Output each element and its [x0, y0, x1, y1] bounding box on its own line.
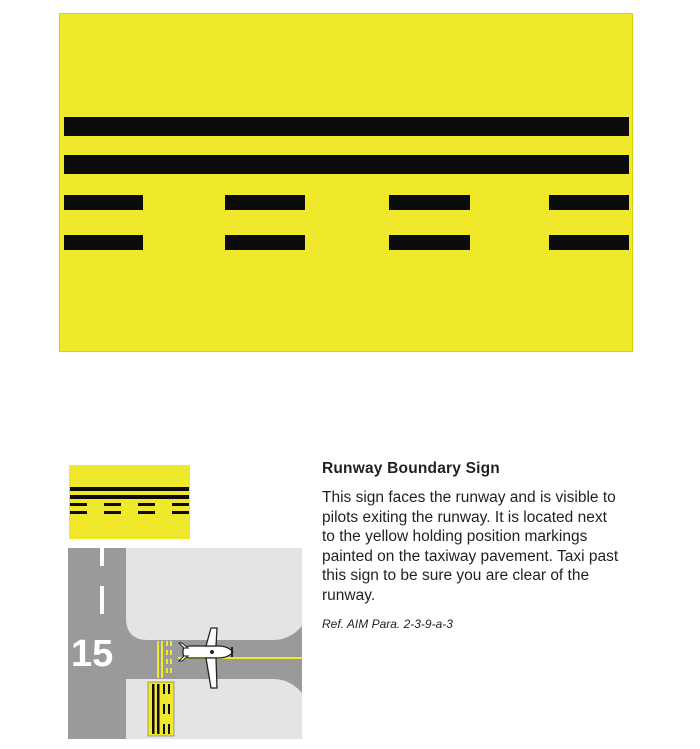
- airplane-propeller: [231, 647, 233, 657]
- sign-caption: [322, 460, 622, 631]
- dash: [70, 503, 87, 506]
- airplane-fuselage: [183, 646, 233, 658]
- hold-dash: [166, 650, 168, 655]
- dash: [389, 235, 470, 250]
- solid-stripe-2: [70, 495, 189, 499]
- diagram-sign-dash: [168, 684, 170, 694]
- dash: [172, 511, 189, 514]
- dash: [104, 503, 121, 506]
- hold-dash: [166, 659, 168, 664]
- sign-large-graphic: [60, 14, 632, 351]
- runway-centerline-dash: [100, 548, 104, 566]
- diagram-sign-stripe: [152, 684, 155, 734]
- hold-dash: [170, 650, 172, 655]
- sign-title: Runway Boundary Sign: [322, 460, 500, 477]
- runway-boundary-sign-small: [69, 465, 190, 539]
- dash: [225, 235, 305, 250]
- dash: [70, 511, 87, 514]
- hold-dash: [166, 668, 168, 673]
- dash: [64, 235, 143, 250]
- dash: [138, 511, 155, 514]
- hold-dash: [170, 659, 172, 664]
- hold-dash: [166, 641, 168, 646]
- dash: [104, 511, 121, 514]
- diagram-sign-dash: [168, 724, 170, 734]
- dash: [549, 195, 629, 210]
- dash: [389, 195, 470, 210]
- solid-stripe-2: [64, 155, 629, 174]
- hold-line: [157, 641, 159, 678]
- sign-small-graphic: [69, 465, 190, 539]
- runway-boundary-sign-large: [59, 13, 633, 352]
- sign-background: [60, 14, 632, 351]
- boundary-sign-in-diagram: [148, 682, 174, 736]
- diagram-sign-background: [148, 682, 174, 736]
- diagram-sign-stripe: [157, 684, 160, 734]
- dash: [64, 195, 143, 210]
- dash: [138, 503, 155, 506]
- dash: [225, 195, 305, 210]
- runway-number: 15: [71, 633, 114, 675]
- hold-line: [161, 641, 163, 678]
- airplane-cockpit: [210, 650, 214, 654]
- sign-reference: Ref. AIM Para. 2-3-9-a-3: [322, 617, 453, 631]
- hold-dash: [170, 668, 172, 673]
- runway-centerline-dash: [100, 586, 104, 614]
- dash: [172, 503, 189, 506]
- diagram-sign-dash: [168, 704, 170, 714]
- runway-taxiway-diagram: [68, 548, 302, 739]
- sign-description: This sign faces the runway and is visible to pilots exiting the runway. It is located next to the yellow holding position markings painted on the taxiway pavement. Taxi past this sign to be sure you are clear of the runway.: [322, 489, 619, 604]
- diagram-sign-dash: [163, 704, 165, 714]
- diagram-sign-dash: [163, 724, 165, 734]
- diagram-graphic: [68, 548, 302, 739]
- dash: [549, 235, 629, 250]
- runway-pavement-lower: [68, 679, 126, 739]
- solid-stripe-1: [64, 117, 629, 136]
- sign-background: [69, 465, 190, 539]
- hold-dash: [170, 641, 172, 646]
- diagram-sign-dash: [163, 684, 165, 694]
- solid-stripe-1: [70, 487, 189, 491]
